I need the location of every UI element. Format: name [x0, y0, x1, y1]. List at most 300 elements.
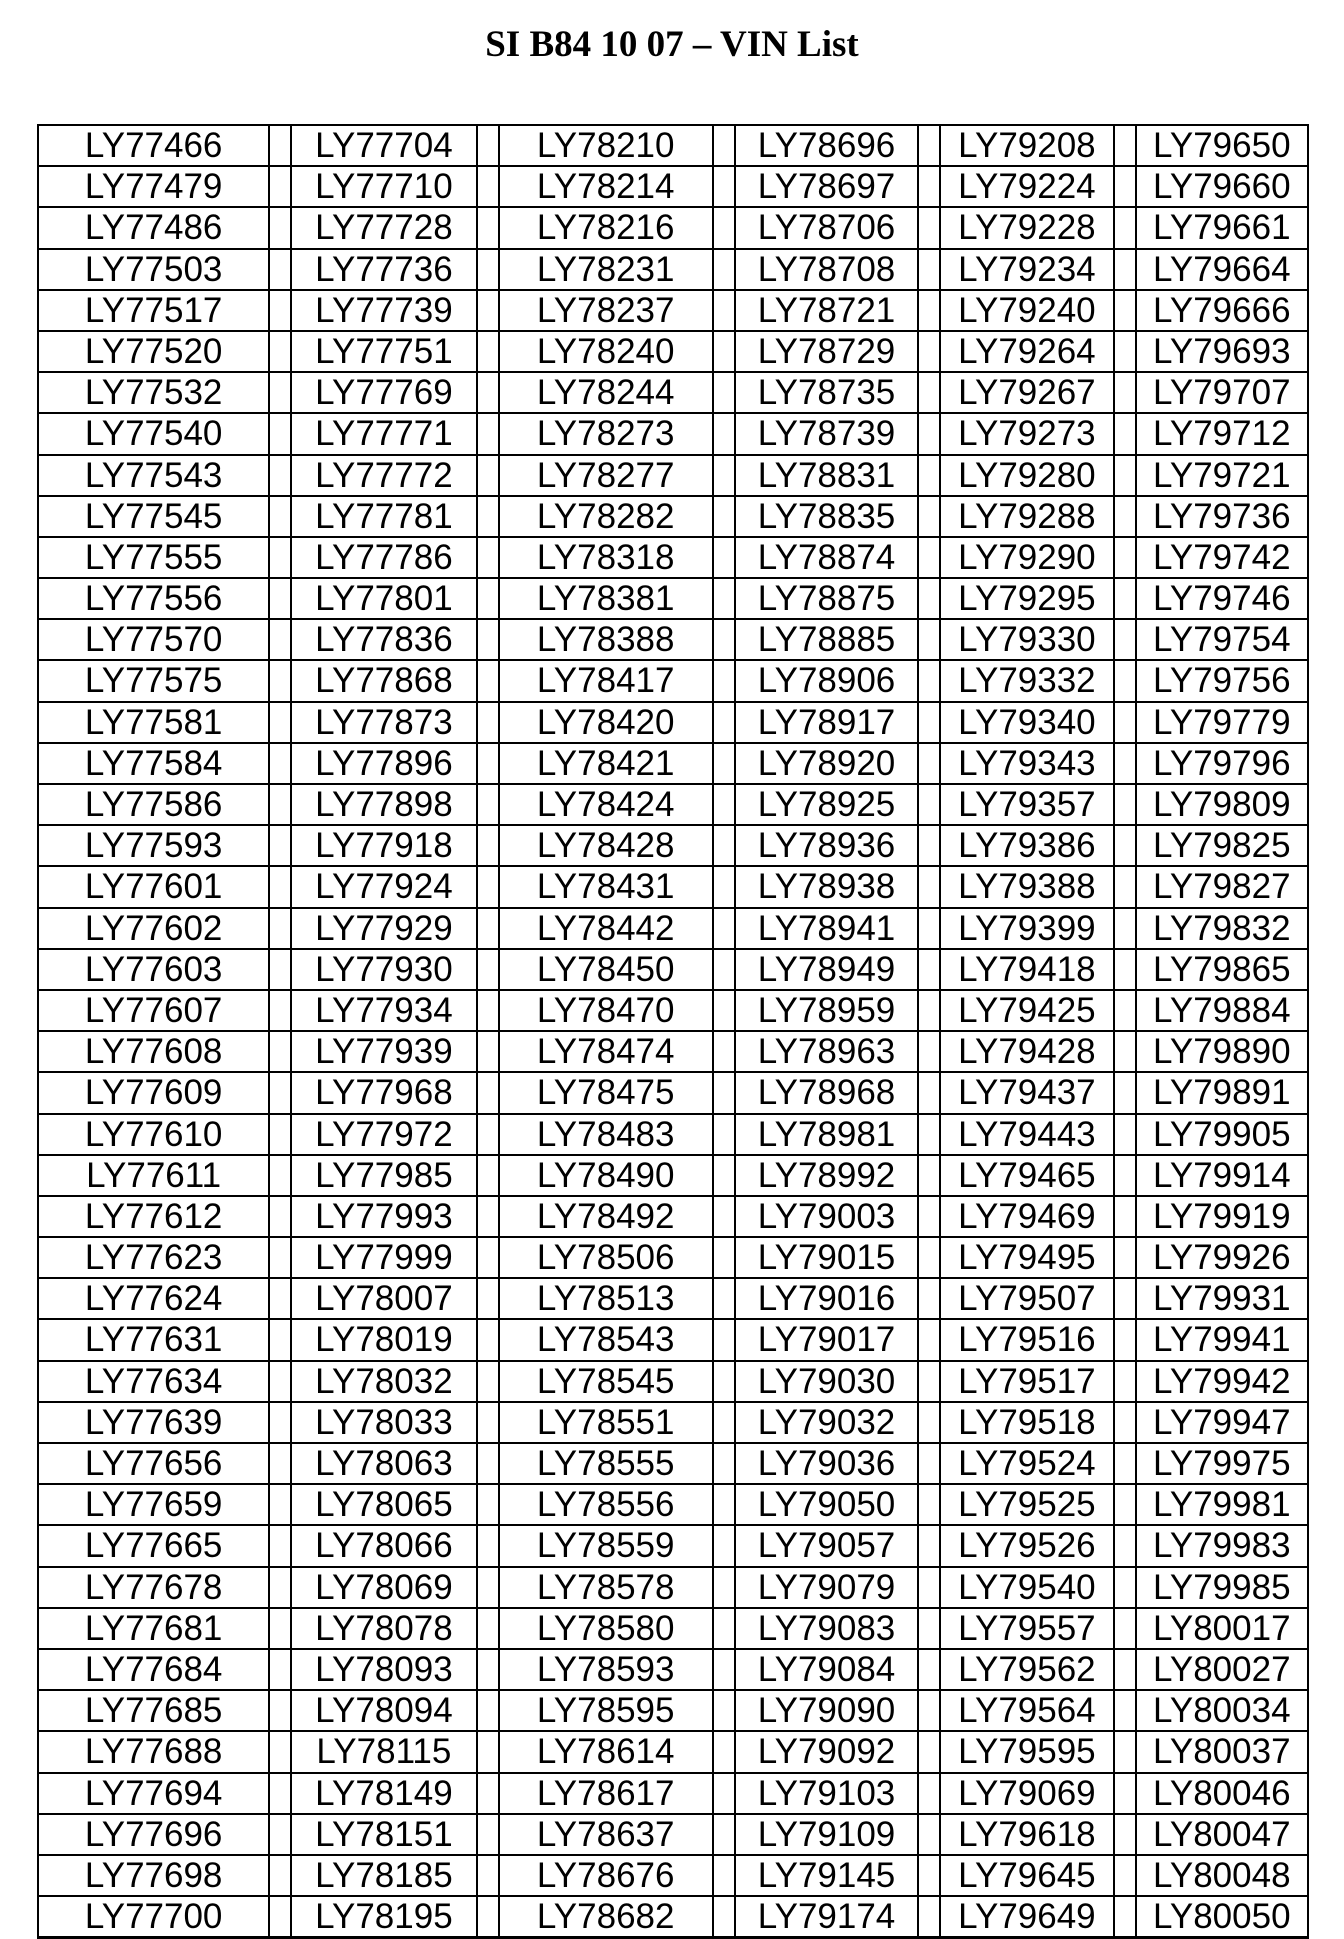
column-spacer: [919, 1362, 941, 1403]
column-spacer: [714, 1362, 736, 1403]
vin-cell: LY79174: [736, 1897, 919, 1938]
column-spacer: [1115, 1403, 1137, 1444]
table-row: [39, 826, 1309, 867]
vin-cell: LY78151: [292, 1815, 477, 1856]
vin-cell: LY80047: [1137, 1815, 1309, 1856]
column-spacer: [919, 1897, 941, 1938]
vin-cell: LY78925: [736, 785, 919, 826]
table-row: [39, 991, 1309, 1032]
vin-cell: LY78614: [500, 1732, 714, 1773]
column-spacer: [714, 497, 736, 538]
column-spacer: [1115, 1444, 1137, 1485]
vin-cell: LY79017: [736, 1320, 919, 1361]
column-spacer: [1115, 1156, 1137, 1197]
column-spacer: [1115, 332, 1137, 373]
table-row: [39, 867, 1309, 908]
vin-cell: LY77771: [292, 414, 477, 455]
column-spacer: [714, 1444, 736, 1485]
vin-cell: LY77688: [39, 1732, 270, 1773]
vin-cell: LY77543: [39, 456, 270, 497]
column-spacer: [919, 1403, 941, 1444]
column-spacer: [270, 991, 292, 1032]
column-spacer: [714, 867, 736, 908]
column-spacer: [270, 1362, 292, 1403]
vin-cell: LY79069: [941, 1774, 1114, 1815]
table-row: [39, 950, 1309, 991]
vin-cell: LY78388: [500, 620, 714, 661]
vin-cell: LY77801: [292, 579, 477, 620]
column-spacer: [1115, 373, 1137, 414]
vin-cell: LY78428: [500, 826, 714, 867]
vin-cell: LY78555: [500, 1444, 714, 1485]
vin-cell: LY78637: [500, 1815, 714, 1856]
column-spacer: [714, 620, 736, 661]
column-spacer: [714, 1856, 736, 1897]
column-spacer: [919, 579, 941, 620]
vin-cell: LY78874: [736, 538, 919, 579]
column-spacer: [919, 826, 941, 867]
column-spacer: [714, 167, 736, 208]
column-spacer: [478, 1115, 500, 1156]
vin-cell: LY77624: [39, 1279, 270, 1320]
vin-cell: LY77570: [39, 620, 270, 661]
vin-cell: LY79526: [941, 1526, 1114, 1567]
column-spacer: [478, 167, 500, 208]
column-spacer: [919, 497, 941, 538]
column-spacer: [919, 620, 941, 661]
vin-cell: LY77898: [292, 785, 477, 826]
column-spacer: [919, 414, 941, 455]
column-spacer: [270, 332, 292, 373]
column-spacer: [478, 867, 500, 908]
vin-cell: LY77639: [39, 1403, 270, 1444]
vin-cell: LY77656: [39, 1444, 270, 1485]
column-spacer: [270, 250, 292, 291]
column-spacer: [714, 1774, 736, 1815]
column-spacer: [270, 579, 292, 620]
vin-cell: LY77698: [39, 1856, 270, 1897]
column-spacer: [478, 661, 500, 702]
vin-cell: LY79295: [941, 579, 1114, 620]
column-spacer: [478, 909, 500, 950]
column-spacer: [478, 1691, 500, 1732]
vin-cell: LY77607: [39, 991, 270, 1032]
column-spacer: [714, 1650, 736, 1691]
vin-cell: LY77918: [292, 826, 477, 867]
vin-cell: LY79016: [736, 1279, 919, 1320]
column-spacer: [270, 867, 292, 908]
vin-cell: LY78696: [736, 126, 919, 167]
vin-cell: LY79660: [1137, 167, 1309, 208]
vin-cell: LY78906: [736, 661, 919, 702]
column-spacer: [1115, 1362, 1137, 1403]
vin-cell: LY77581: [39, 703, 270, 744]
vin-cell: LY77631: [39, 1320, 270, 1361]
column-spacer: [919, 785, 941, 826]
vin-cell: LY79742: [1137, 538, 1309, 579]
column-spacer: [270, 1732, 292, 1773]
column-spacer: [1115, 867, 1137, 908]
column-spacer: [478, 250, 500, 291]
vin-cell: LY78214: [500, 167, 714, 208]
vin-cell: LY77665: [39, 1526, 270, 1567]
vin-cell: LY79273: [941, 414, 1114, 455]
column-spacer: [919, 373, 941, 414]
column-spacer: [714, 826, 736, 867]
vin-cell: LY77593: [39, 826, 270, 867]
table-row: [39, 1568, 1309, 1609]
vin-cell: LY77610: [39, 1115, 270, 1156]
vin-cell: LY78917: [736, 703, 919, 744]
vin-cell: LY77929: [292, 909, 477, 950]
vin-cell: LY80046: [1137, 1774, 1309, 1815]
vin-cell: LY77545: [39, 497, 270, 538]
column-spacer: [919, 1156, 941, 1197]
vin-cell: LY80048: [1137, 1856, 1309, 1897]
vin-cell: LY79645: [941, 1856, 1114, 1897]
vin-cell: LY78708: [736, 250, 919, 291]
column-spacer: [714, 703, 736, 744]
vin-cell: LY79340: [941, 703, 1114, 744]
vin-cell: LY78094: [292, 1691, 477, 1732]
column-spacer: [478, 991, 500, 1032]
column-spacer: [1115, 291, 1137, 332]
vin-cell: LY77868: [292, 661, 477, 702]
column-spacer: [714, 1568, 736, 1609]
vin-cell: LY79746: [1137, 579, 1309, 620]
vin-cell: LY77659: [39, 1485, 270, 1526]
vin-cell: LY79507: [941, 1279, 1114, 1320]
vin-cell: LY78595: [500, 1691, 714, 1732]
vin-cell: LY79418: [941, 950, 1114, 991]
column-spacer: [1115, 1073, 1137, 1114]
column-spacer: [270, 1279, 292, 1320]
column-spacer: [270, 414, 292, 455]
column-spacer: [270, 1197, 292, 1238]
column-spacer: [478, 1568, 500, 1609]
column-spacer: [270, 126, 292, 167]
column-spacer: [714, 1032, 736, 1073]
column-spacer: [1115, 1856, 1137, 1897]
vin-cell: LY79736: [1137, 497, 1309, 538]
column-spacer: [270, 167, 292, 208]
column-spacer: [919, 1485, 941, 1526]
vin-cell: LY79809: [1137, 785, 1309, 826]
vin-cell: LY78470: [500, 991, 714, 1032]
vin-cell: LY77575: [39, 661, 270, 702]
vin-cell: LY78431: [500, 867, 714, 908]
vin-cell: LY79693: [1137, 332, 1309, 373]
vin-cell: LY77873: [292, 703, 477, 744]
column-spacer: [478, 1526, 500, 1567]
vin-cell: LY78556: [500, 1485, 714, 1526]
table-row: [39, 1362, 1309, 1403]
vin-cell: LY77769: [292, 373, 477, 414]
column-spacer: [919, 1526, 941, 1567]
table-row: [39, 909, 1309, 950]
vin-cell: LY78697: [736, 167, 919, 208]
vin-cell: LY77736: [292, 250, 477, 291]
column-spacer: [478, 1032, 500, 1073]
column-spacer: [919, 950, 941, 991]
vin-cell: LY79003: [736, 1197, 919, 1238]
vin-cell: LY77934: [292, 991, 477, 1032]
vin-cell: LY77896: [292, 744, 477, 785]
column-spacer: [270, 1815, 292, 1856]
vin-cell: LY78475: [500, 1073, 714, 1114]
vin-cell: LY79208: [941, 126, 1114, 167]
column-spacer: [270, 373, 292, 414]
vin-cell: LY77968: [292, 1073, 477, 1114]
table-row: [39, 1732, 1309, 1773]
vin-cell: LY78417: [500, 661, 714, 702]
vin-cell: LY77939: [292, 1032, 477, 1073]
column-spacer: [919, 1650, 941, 1691]
vin-cell: LY79428: [941, 1032, 1114, 1073]
column-spacer: [1115, 1279, 1137, 1320]
column-spacer: [1115, 661, 1137, 702]
column-spacer: [270, 497, 292, 538]
vin-cell: LY78721: [736, 291, 919, 332]
vin-cell: LY79664: [1137, 250, 1309, 291]
column-spacer: [714, 1238, 736, 1279]
column-spacer: [478, 744, 500, 785]
vin-cell: LY78729: [736, 332, 919, 373]
column-spacer: [478, 1609, 500, 1650]
vin-cell: LY78066: [292, 1526, 477, 1567]
vin-cell: LY79942: [1137, 1362, 1309, 1403]
vin-cell: LY77609: [39, 1073, 270, 1114]
column-spacer: [270, 1691, 292, 1732]
column-spacer: [270, 1650, 292, 1691]
column-spacer: [714, 414, 736, 455]
column-spacer: [478, 332, 500, 373]
vin-cell: LY78282: [500, 497, 714, 538]
vin-cell: LY78273: [500, 414, 714, 455]
vin-cell: LY78513: [500, 1279, 714, 1320]
vin-cell: LY79267: [941, 373, 1114, 414]
vin-cell: LY79983: [1137, 1526, 1309, 1567]
column-spacer: [919, 1197, 941, 1238]
vin-cell: LY78033: [292, 1403, 477, 1444]
vin-cell: LY77710: [292, 167, 477, 208]
vin-cell: LY78920: [736, 744, 919, 785]
table-row: [39, 1526, 1309, 1567]
vin-cell: LY78185: [292, 1856, 477, 1897]
vin-cell: LY78007: [292, 1279, 477, 1320]
column-spacer: [919, 126, 941, 167]
column-spacer: [270, 661, 292, 702]
vin-cell: LY77584: [39, 744, 270, 785]
vin-cell: LY77503: [39, 250, 270, 291]
vin-cell: LY79865: [1137, 950, 1309, 991]
vin-cell: LY78949: [736, 950, 919, 991]
column-spacer: [478, 1320, 500, 1361]
column-spacer: [478, 703, 500, 744]
column-spacer: [1115, 208, 1137, 249]
vin-cell: LY77781: [292, 497, 477, 538]
column-spacer: [714, 1815, 736, 1856]
table-row: [39, 1032, 1309, 1073]
column-spacer: [478, 538, 500, 579]
vin-cell: LY79832: [1137, 909, 1309, 950]
column-spacer: [714, 991, 736, 1032]
table-row: [39, 1485, 1309, 1526]
vin-cell: LY77751: [292, 332, 477, 373]
column-spacer: [270, 1568, 292, 1609]
column-spacer: [714, 1197, 736, 1238]
vin-cell: LY79224: [941, 167, 1114, 208]
table-row: [39, 167, 1309, 208]
vin-cell: LY77739: [292, 291, 477, 332]
column-spacer: [478, 1732, 500, 1773]
column-spacer: [1115, 620, 1137, 661]
vin-cell: LY77586: [39, 785, 270, 826]
vin-cell: LY79827: [1137, 867, 1309, 908]
column-spacer: [478, 1362, 500, 1403]
column-spacer: [714, 950, 736, 991]
vin-cell: LY77466: [39, 126, 270, 167]
table-row: [39, 1403, 1309, 1444]
vin-cell: LY77602: [39, 909, 270, 950]
vin-cell: LY78959: [736, 991, 919, 1032]
vin-cell: LY78231: [500, 250, 714, 291]
column-spacer: [478, 785, 500, 826]
column-spacer: [270, 950, 292, 991]
column-spacer: [478, 1197, 500, 1238]
column-spacer: [1115, 909, 1137, 950]
vin-cell: LY78450: [500, 950, 714, 991]
table-row: [39, 332, 1309, 373]
column-spacer: [1115, 414, 1137, 455]
vin-cell: LY78706: [736, 208, 919, 249]
column-spacer: [1115, 126, 1137, 167]
vin-cell: LY79517: [941, 1362, 1114, 1403]
vin-cell: LY79540: [941, 1568, 1114, 1609]
column-spacer: [919, 1073, 941, 1114]
vin-cell: LY78580: [500, 1609, 714, 1650]
vin-cell: LY78216: [500, 208, 714, 249]
column-spacer: [714, 909, 736, 950]
vin-cell: LY79465: [941, 1156, 1114, 1197]
vin-cell: LY79290: [941, 538, 1114, 579]
column-spacer: [1115, 167, 1137, 208]
column-spacer: [270, 1774, 292, 1815]
vin-cell: LY79228: [941, 208, 1114, 249]
column-spacer: [478, 1774, 500, 1815]
vin-cell: LY79425: [941, 991, 1114, 1032]
column-spacer: [919, 867, 941, 908]
table-row: [39, 1897, 1309, 1938]
vin-cell: LY78835: [736, 497, 919, 538]
vin-cell: LY78420: [500, 703, 714, 744]
vin-cell: LY78065: [292, 1485, 477, 1526]
vin-cell: LY79057: [736, 1526, 919, 1567]
column-spacer: [714, 785, 736, 826]
vin-cell: LY77678: [39, 1568, 270, 1609]
column-spacer: [919, 1032, 941, 1073]
vin-cell: LY77993: [292, 1197, 477, 1238]
vin-cell: LY78424: [500, 785, 714, 826]
column-spacer: [919, 1774, 941, 1815]
column-spacer: [478, 1238, 500, 1279]
column-spacer: [919, 1691, 941, 1732]
vin-cell: LY77520: [39, 332, 270, 373]
column-spacer: [919, 1115, 941, 1156]
column-spacer: [270, 620, 292, 661]
vin-cell: LY77556: [39, 579, 270, 620]
vin-cell: LY78992: [736, 1156, 919, 1197]
column-spacer: [1115, 1732, 1137, 1773]
column-spacer: [714, 332, 736, 373]
table-row: [39, 1650, 1309, 1691]
vin-cell: LY78578: [500, 1568, 714, 1609]
column-spacer: [478, 414, 500, 455]
vin-cell: LY77634: [39, 1362, 270, 1403]
table-row: [39, 126, 1309, 167]
vin-cell: LY79084: [736, 1650, 919, 1691]
column-spacer: [714, 1609, 736, 1650]
column-spacer: [1115, 1197, 1137, 1238]
vin-cell: LY79905: [1137, 1115, 1309, 1156]
vin-cell: LY79386: [941, 826, 1114, 867]
vin-cell: LY78195: [292, 1897, 477, 1938]
vin-cell: LY78981: [736, 1115, 919, 1156]
column-spacer: [919, 1320, 941, 1361]
vin-cell: LY78318: [500, 538, 714, 579]
vin-cell: LY78240: [500, 332, 714, 373]
column-spacer: [714, 1897, 736, 1938]
vin-cell: LY78506: [500, 1238, 714, 1279]
column-spacer: [478, 1073, 500, 1114]
column-spacer: [478, 456, 500, 497]
column-spacer: [270, 744, 292, 785]
column-spacer: [919, 332, 941, 373]
vin-cell: LY78593: [500, 1650, 714, 1691]
column-spacer: [478, 1650, 500, 1691]
vin-cell: LY79712: [1137, 414, 1309, 455]
vin-cell: LY78559: [500, 1526, 714, 1567]
column-spacer: [270, 1073, 292, 1114]
vin-cell: LY79754: [1137, 620, 1309, 661]
vin-cell: LY79595: [941, 1732, 1114, 1773]
vin-cell: LY80027: [1137, 1650, 1309, 1691]
vin-cell: LY78483: [500, 1115, 714, 1156]
column-spacer: [714, 1691, 736, 1732]
vin-cell: LY77517: [39, 291, 270, 332]
column-spacer: [1115, 1897, 1137, 1938]
column-spacer: [478, 1815, 500, 1856]
column-spacer: [1115, 1815, 1137, 1856]
column-spacer: [919, 1279, 941, 1320]
column-spacer: [270, 1320, 292, 1361]
column-spacer: [1115, 538, 1137, 579]
vin-cell: LY79103: [736, 1774, 919, 1815]
vin-cell: LY77479: [39, 167, 270, 208]
column-spacer: [478, 1856, 500, 1897]
column-spacer: [714, 1115, 736, 1156]
vin-cell: LY78115: [292, 1732, 477, 1773]
vin-cell: LY78831: [736, 456, 919, 497]
vin-cell: LY78078: [292, 1609, 477, 1650]
table-row: [39, 1279, 1309, 1320]
vin-cell: LY79891: [1137, 1073, 1309, 1114]
column-spacer: [714, 1320, 736, 1361]
column-spacer: [1115, 579, 1137, 620]
column-spacer: [478, 1403, 500, 1444]
column-spacer: [270, 1485, 292, 1526]
column-spacer: [919, 1568, 941, 1609]
